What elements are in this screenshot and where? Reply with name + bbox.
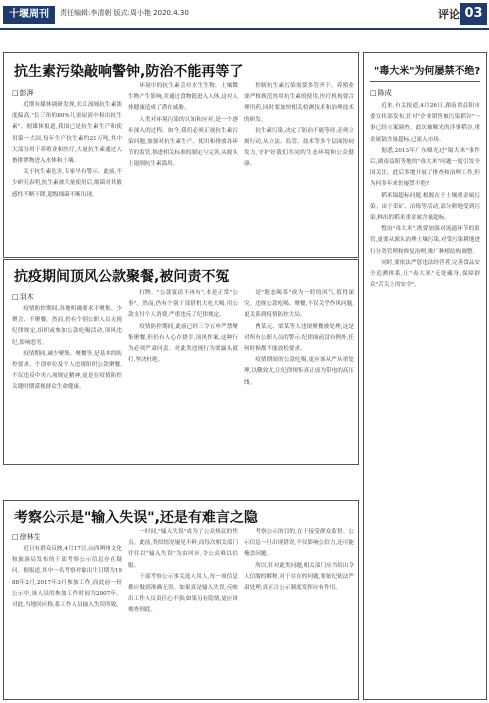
paragraph: 是"地态喝茶"成为一时的风气,值得深究。违规公款吃喝、聚餐,不仅关乎作风问题,更关系到疫情防控大局。 [244,290,354,319]
paragraph: 抗生素污染,决定了防治不能等待,必须立刻行动,从立法、监管、技术等多个层面协同发力,守护好我们共同的生态环境和公众健康。 [244,127,354,168]
paragraph: 干部考察公示事关选人用人,每一项信息都应做到准确无误。如果真是输入失误,反映出工作人员责任心不强;如果另有隐情,更应该彻查到底。 [128,573,238,614]
paragraph: 近来,有关报道,4月26日,湖南省益阳市委宣传部发布,针对"企业销售被污染稻谷"一事已经立案调查。此次被曝光的涉事稻谷,重金属镉含量超标,已流入市场。 [370,103,480,143]
paragraph: 疫情期间的公款吃喝,更应该从严从重处理,以儆效尤,让纪律规矩真正成为带电的高压线。 [244,357,354,386]
article-title: 考察公示是"输入失误",还是有难言之隐 [14,510,258,526]
paragraph: 考察公示的目的,在于接受群众监督。公示信息一旦出现错误,不仅影响公信力,还可能掩盖问题。 [244,529,354,558]
article-column-2 [128,81,238,251]
article-column-3 [244,527,354,696]
paragraph: 曹某元、梁某等人违规聚餐被处理,这是对所有公职人员的警示:纪律面前没有例外,任何时候都不能放松要求。 [244,323,354,353]
editor-info: 责任编辑:李清朝 版式:周小艳 2020.4.30 [60,9,189,17]
paragraph: 打牌。"公款宴请不再有",本是正常"公事"。然而,仍有个别干部借机大吃大喝,用公款支付个人消费,严重违反了纪律规定。 [128,290,238,319]
paragraph: 整治"毒大米",既要加强对流通环节的监管,更要从源头治理土壤污染,对受污染耕地进行分类管理和修复治理,推广种植结构调整。 [370,226,480,255]
paragraph: 环境中的抗生素会对水生生物、土壤微生物产生影响,并通过食物链进入人体,这对人体健康造成了潜在威胁。 [128,83,238,112]
sidebar-title: "毒大米"为何屡禁不绝? [374,66,481,77]
paragraph: 同时,要依法严惩违法经营者,完善食品安全追溯体系,让"毒大米"无处藏身,保障群众"舌尖上的安全"。 [370,259,480,289]
section-name: 评论 [438,8,460,21]
article-column-2 [128,288,238,460]
article-antibiotic [3,52,359,258]
sidebar-column [370,101,480,695]
article-author: □ 徐林生 [12,532,41,542]
paragraph: 疫情防控期间,此前已经三令五申严禁聚集聚餐,但仍有人心存侥幸,顶风作案,这种行为必须严肃问责。对此类违规行为要露头就打,坚决杜绝。 [128,323,238,364]
newspaper-logo: 十堰周刊 [3,6,55,24]
paragraph: 疫情防控期间,各地明确要求不聚集、少聚会、不聚餐。然而,仍有个别公职人员无视纪律规定,组织或参加公款吃喝活动,顶风违纪,影响恶劣。 [12,306,122,346]
article-column-2 [128,527,238,696]
article-column-1 [12,100,122,252]
article-inspection-notice [3,500,359,700]
paragraph: 近日有群众反映,4月17日,山西朔州文化和旅游局发布的干部考察公示信息存在疑问。据报道,其中一名考察对象出生日期为1988年2月,2017年3月参加工作,而此前一份公示中,该人员的参加工作时间为2007年。对此,当地回应称,系工作人员输入失误所致。 [12,546,122,609]
paragraph: 控制抗生素污染需要多管齐下。养殖业要严格规范兽用抗生素的使用,医疗机构要合理用药,同时要加快相关检测技术和治理技术的研发。 [244,83,354,123]
paragraph: 人类对环境污染的认知和应对,是一个逐步深入的过程。如今,我们必须正视抗生素污染问题,加强对抗生素生产、使用和排放各环节的监管,推进相关标准的制定与完善,从源头上遏制抗生素滥用。 [128,116,238,168]
article-column-1 [12,304,122,460]
divider [370,81,480,82]
article-title: 抗疫期间顶风公款聚餐,被问责不冤 [14,269,230,285]
paragraph: 所以,针对此类问题,相关部门应当给出令人信服的解释,对于存在的问题,要依纪依法严肃处理,真正让公示制度发挥应有作用。 [244,562,354,592]
article-column-1 [12,544,122,696]
article-title: 抗生素污染敲响警钟,防治不能再等了 [14,64,244,80]
sidebar-author: □ 陈成 [370,88,392,98]
paragraph: 一时间,"输入失误"成为了公众热议的焦点。此前,类似情况屡见不鲜,而每次相关部门往往以"输入失误"为由回应,令公众难以信服。 [128,529,238,569]
article-author: □ 羽木 [12,292,34,302]
paragraph: 疫情期间,减少聚集、聚餐等,是基本的防控要求。个别单位及个人违规组织公款聚餐,不仅违反中央八项规定精神,更是在疫情防控关键时期漠视群众生命健康。 [12,350,122,391]
article-column-3 [244,81,354,251]
paragraph: 近期有媒体调研发现,长江流域抗生素浓度偏高,"长三角的80%儿童尿液中检出抗生素"。据媒体报道,我国已是抗生素生产和使用第一大国,每年生产抗生素约21万吨,其中大部分用于养殖业和医疗,大量抗生素通过人畜排泄物进入水体和土壤。 [12,102,122,165]
paragraph: 据悉,2013年广东曝光过"镉大米"事件后,湖南益阳等地的"毒大米"问题一度引发全国关注。此后多地开展了排查和治理工作,但为何多年来仍屡禁不绝? [370,147,480,188]
article-covid-banquet [3,259,359,465]
article-author: □ 彭湃 [12,88,34,98]
paragraph: 稻米镉超标问题,根源在于土壤重金属污染。由于采矿、冶炼等活动,部分耕地受到污染,种出的稻米重金属含量超标。 [370,192,480,222]
sidebar-article-toxic-rice [363,52,487,700]
article-column-3 [244,288,354,460]
header-rule [0,28,489,30]
page-number: 03 [460,3,487,25]
page-header [0,0,489,48]
paragraph: 关于抗生素危害,专家早有警示。此前,不少研究表明,抗生素被大量使用后,细菌对其敏感性不断下降,超级细菌不断出现。 [12,169,122,198]
